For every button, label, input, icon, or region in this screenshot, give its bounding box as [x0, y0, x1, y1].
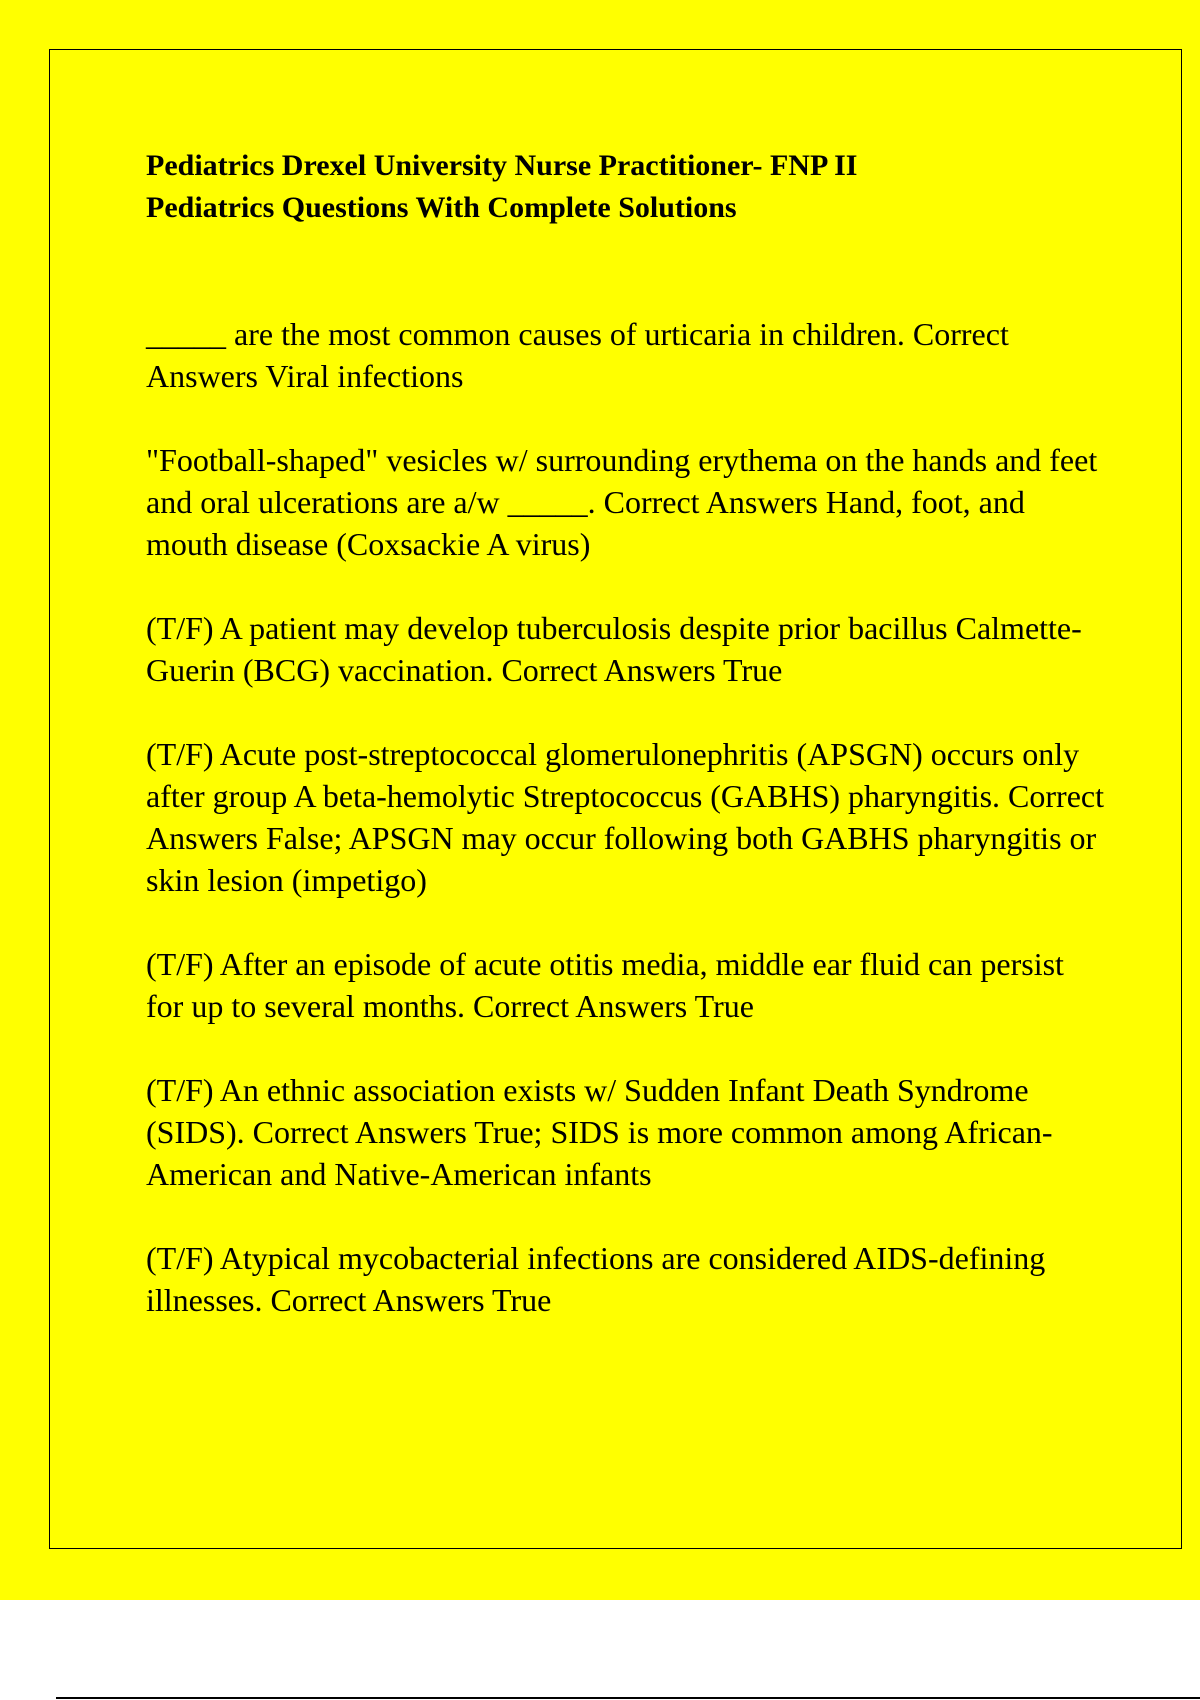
footer-divider [56, 1697, 1200, 1699]
qa-item [146, 1237, 1106, 1321]
question-text: (T/F) An ethnic association exists w/ Sudden Infant Death Syndrome (SIDS). [146, 1072, 1029, 1150]
question-text: _____ are the most common causes of urticaria in children. [146, 316, 905, 352]
answer-label: Correct Answers [603, 484, 818, 520]
title-line-2: Pediatrics Questions With Complete Solutions [146, 191, 737, 224]
qa-item [146, 733, 1111, 901]
answer-label: Correct Answers [146, 316, 1016, 394]
qa-item [146, 607, 1106, 691]
answer-text: Viral infections [265, 358, 464, 394]
question-text: (T/F) Acute post-streptococcal glomerulonephritis (APSGN) occurs only after group A beta-hemolytic Streptococcus (GABHS) pharyngitis. [146, 736, 1080, 814]
question-text: "Football-shaped" vesicles w/ surrounding erythema on the hands and feet and oral ulcerations are a/w _____. [146, 442, 1098, 520]
question-text: (T/F) After an episode of acute otitis media, middle ear fluid can persist for up to several months. [146, 946, 1064, 1024]
question-text: (T/F) Atypical mycobacterial infections are considered AIDS-defining illnesses. [146, 1240, 1046, 1318]
qa-item [146, 313, 1106, 397]
qa-item [146, 439, 1106, 565]
question-text: (T/F) A patient may develop tuberculosis despite prior bacillus Calmette-Guerin (BCG) vaccination. [146, 610, 1082, 688]
answer-label: Correct Answers [146, 778, 1111, 856]
answer-text: True [694, 988, 754, 1024]
qa-item [146, 943, 1106, 1027]
document-content [146, 145, 1111, 1363]
answer-label: Correct Answers [252, 1114, 467, 1150]
document-title [146, 145, 1106, 229]
answer-label: Correct Answers [501, 652, 716, 688]
answer-label: Correct Answers [473, 988, 688, 1024]
answer-text: True [492, 1282, 552, 1318]
title-line-1: Pediatrics Drexel University Nurse Practitioner- FNP II [146, 149, 858, 182]
answer-text: Hand, foot, and mouth disease (Coxsackie A virus) [146, 484, 1033, 562]
answer-text: False; APSGN may occur following both GABHS pharyngitis or skin lesion (impetigo) [146, 820, 1105, 898]
answer-text: True [723, 652, 783, 688]
answer-label: Correct Answers [270, 1282, 485, 1318]
qa-item [146, 1069, 1106, 1195]
answer-text: True; SIDS is more common among African-American and Native-American infants [146, 1114, 1053, 1192]
